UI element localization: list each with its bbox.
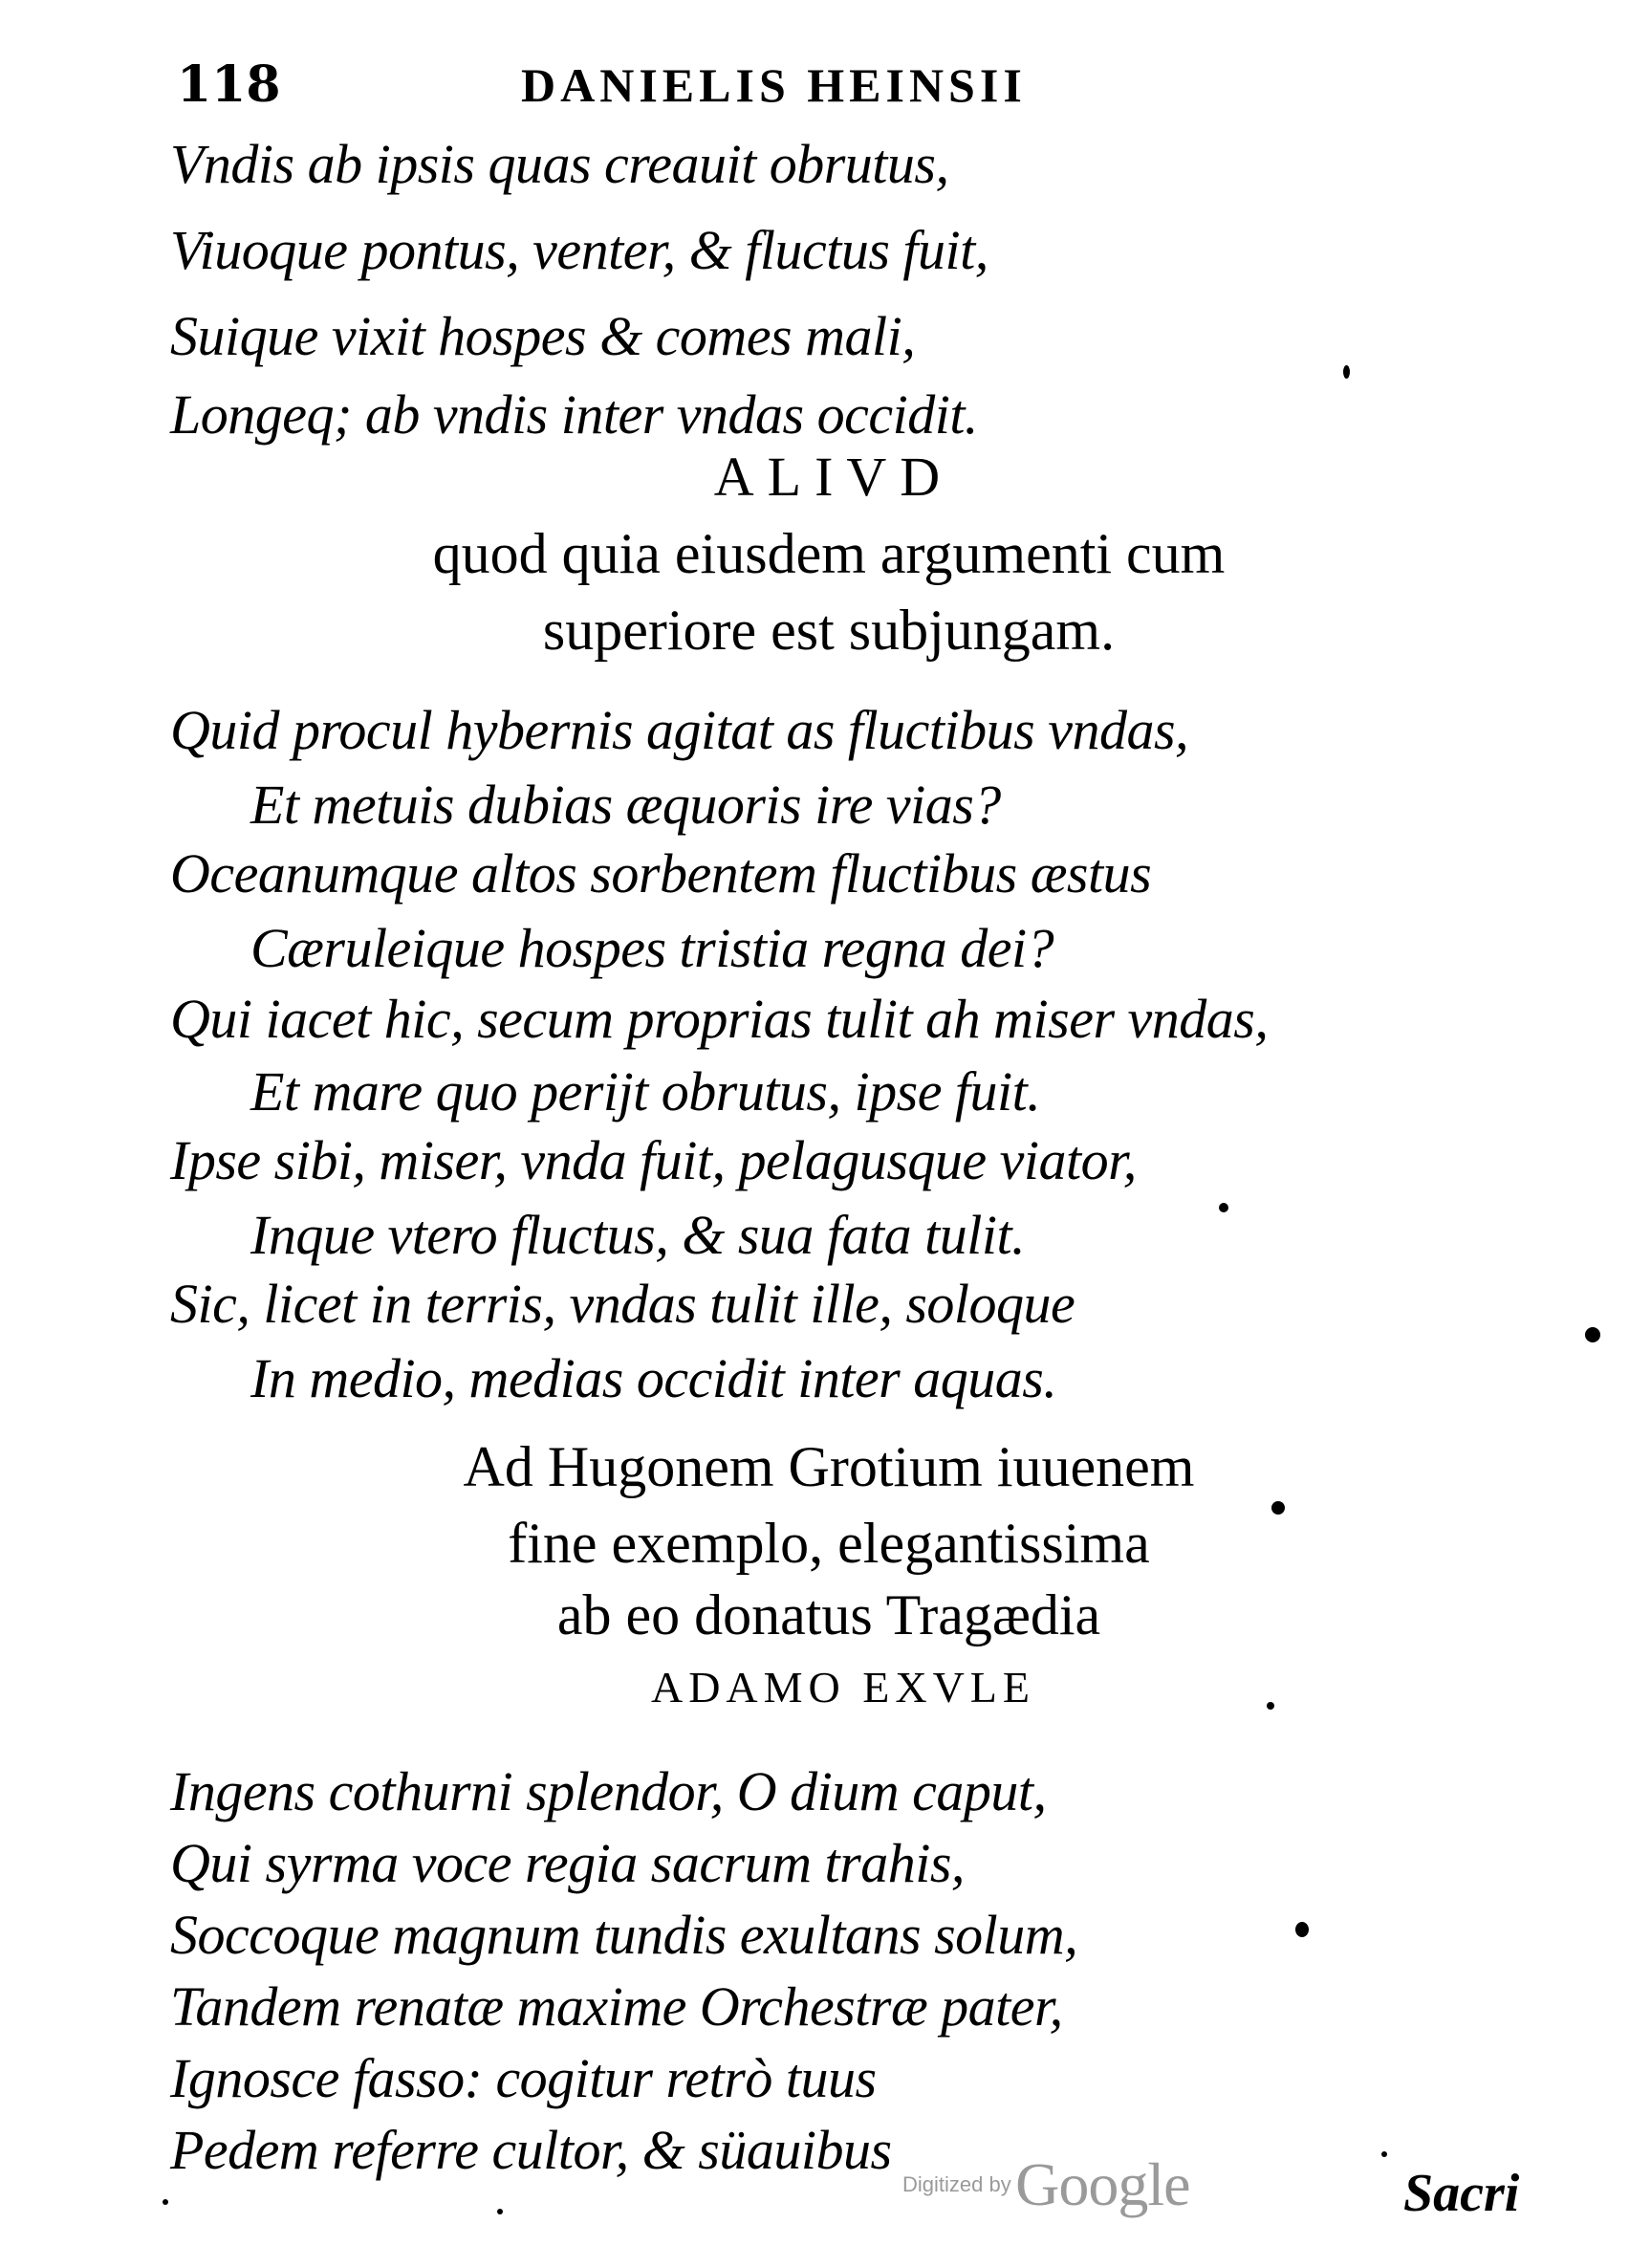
dedication-heading: fine exemplo, elegantissima — [508, 1512, 1150, 1575]
watermark-prefix: Digitized by — [902, 2172, 1011, 2196]
ink-speck — [1295, 1922, 1309, 1937]
ink-speck — [1219, 1203, 1228, 1212]
verse-line: Soccoque magnum tundis exultans solum, — [170, 1904, 1078, 1966]
verse-line: Qui iacet hic, secum proprias tulit ah miser vndas, — [170, 988, 1269, 1050]
verse-line: In medio, medias occidit inter aquas. — [250, 1347, 1057, 1409]
verse-line: Longeq; ab vndis inter vndas occidit. — [170, 383, 978, 446]
section-subtitle: quod quia eiusdem argumenti cum — [432, 522, 1226, 585]
section-subtitle: superiore est subjungam. — [542, 599, 1116, 662]
dedication-subheading: ADAMO EXVLE — [650, 1663, 1035, 1712]
section-title: ALIVD — [713, 446, 954, 508]
verse-line: Inque vtero fluctus, & sua fata tulit. — [250, 1204, 1026, 1266]
ink-speck — [1267, 1702, 1274, 1710]
verse-line: Ipse sibi, miser, vnda fuit, pelagusque viator, — [170, 1129, 1137, 1191]
digitized-watermark — [902, 2149, 1190, 2220]
page-number: 118 — [177, 55, 281, 114]
verse-line: Et metuis dubias æquoris ire vias? — [250, 774, 1001, 836]
google-logo: Google — [1015, 2150, 1190, 2218]
running-title: DANIELIS HEINSII — [521, 58, 1027, 112]
ink-speck — [1585, 1327, 1600, 1342]
ink-speck — [1343, 365, 1350, 379]
verse-line: Vndis ab ipsis quas creauit obrutus, — [170, 133, 949, 195]
verse-line: Quid procul hybernis agitat as fluctibus vndas, — [170, 699, 1189, 761]
dedication-heading: Ad Hugonem Grotium iuuenem — [463, 1435, 1195, 1498]
verse-line: Tandem renatæ maxime Orchestræ pater, — [170, 1975, 1063, 2038]
verse-line: Et mare quo perijt obrutus, ipse fuit. — [250, 1060, 1041, 1123]
verse-line: Ignosce fasso: cogitur retrò tuus — [170, 2047, 877, 2109]
catchword: Sacri — [1403, 2164, 1520, 2223]
ink-speck — [1271, 1501, 1285, 1515]
ink-speck — [163, 2199, 168, 2205]
verse-line: Sic, licet in terris, vndas tulit ille, soloque — [170, 1273, 1075, 1335]
verse-line: Qui syrma voce regia sacrum trahis, — [170, 1832, 965, 1894]
verse-line: Oceanumque altos sorbentem fluctibus æstus — [170, 842, 1152, 905]
ink-speck — [1381, 2151, 1387, 2157]
verse-line: Suique vixit hospes & comes mali, — [170, 305, 916, 367]
verse-line: Ingens cothurni splendor, O dium caput, — [170, 1760, 1047, 1822]
verse-line: Cæruleique hospes tristia regna dei? — [250, 917, 1054, 979]
dedication-heading: ab eo donatus Tragædia — [556, 1583, 1101, 1646]
verse-line: Viuoque pontus, venter, & fluctus fuit, — [170, 219, 988, 281]
ink-speck — [497, 2209, 503, 2214]
verse-line: Pedem referre cultor, & süauibus — [170, 2119, 892, 2181]
